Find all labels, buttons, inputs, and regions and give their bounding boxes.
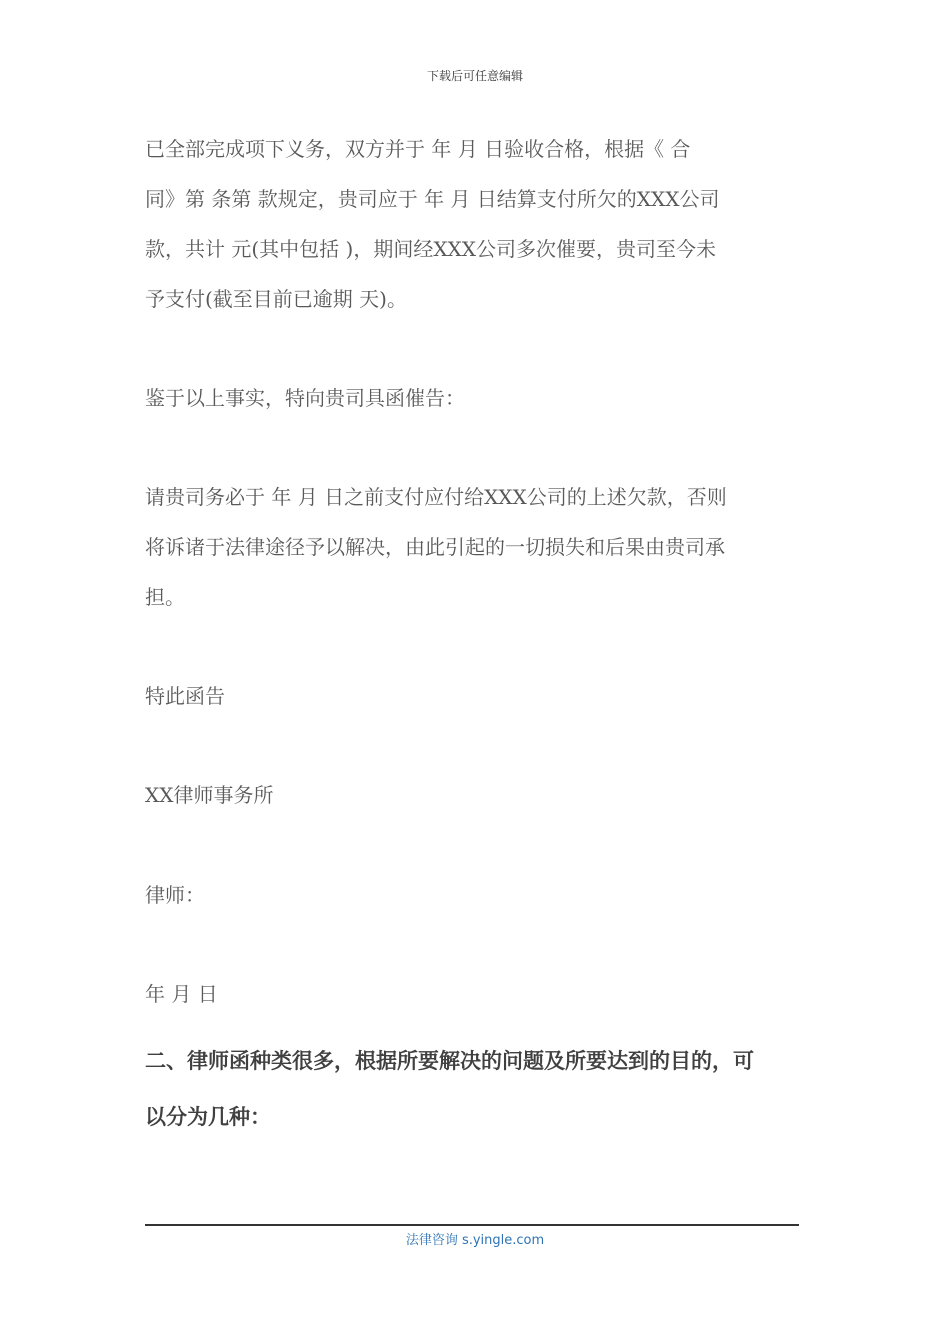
body-paragraph-demand bbox=[145, 472, 810, 622]
body-paragraph-notice bbox=[145, 373, 810, 423]
text-line: 已全部完成项下义务，双方并于 年 月 日验收合格，根据《 合 bbox=[145, 137, 691, 161]
page-header-note: 下载后可任意编辑 bbox=[426, 69, 523, 83]
text-line: 担。 bbox=[145, 585, 185, 609]
text-line: 鉴于以上事实，特向贵司具函催告： bbox=[145, 386, 465, 410]
body-paragraph-payment-facts bbox=[145, 124, 810, 324]
signature-date: 年 月 日 bbox=[145, 982, 218, 1006]
law-firm-name: XX律师事务所 bbox=[145, 783, 274, 807]
text-line: 同》第 条第 款规定，贵司应于 年 月 日结算支付所欠的XXX公司 bbox=[145, 187, 720, 211]
text-line: 款，共计 元(其中包括 )，期间经XXX公司多次催要，贵司至今未 bbox=[145, 237, 717, 261]
footer-divider bbox=[145, 1224, 799, 1226]
text-line: 予支付(截至目前已逾期 天)。 bbox=[145, 287, 407, 311]
lawyer-signature-label: 律师： bbox=[145, 883, 205, 907]
heading-line: 二、律师函种类很多，根据所要解决的问题及所要达到的目的，可 bbox=[145, 1049, 754, 1073]
text-line: 将诉诸于法律途径予以解决，由此引起的一切损失和后果由贵司承 bbox=[145, 535, 725, 559]
heading-line: 以分为几种： bbox=[145, 1105, 271, 1129]
footer-link[interactable]: 法律咨询 s.yingle.com bbox=[405, 1233, 545, 1248]
closing-statement: 特此函告 bbox=[145, 684, 225, 708]
text-line: 请贵司务必于 年 月 日之前支付应付给XXX公司的上述欠款，否则 bbox=[145, 485, 727, 509]
section-heading bbox=[145, 1033, 815, 1145]
